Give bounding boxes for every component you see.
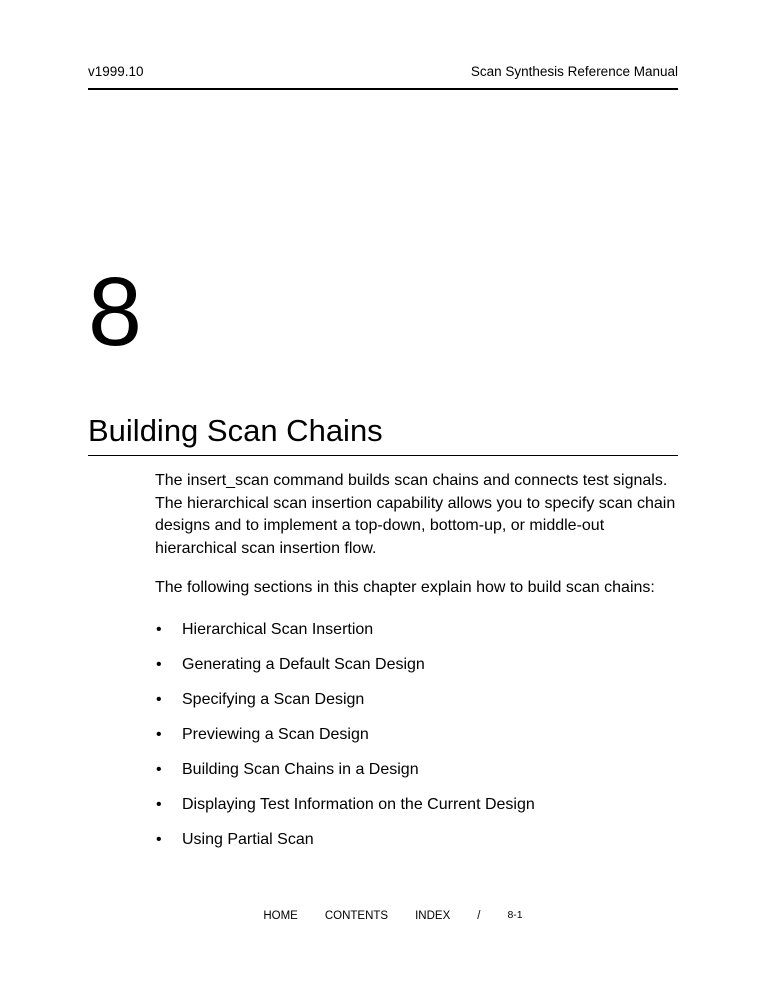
list-item bbox=[155, 829, 690, 852]
bullet-icon: • bbox=[156, 655, 162, 673]
list-item-label: Building Scan Chains in a Design bbox=[182, 760, 419, 778]
sections-lead-paragraph: The following sections in this chapter explain how to build scan chains: bbox=[155, 579, 655, 596]
list-item-label: Generating a Default Scan Design bbox=[182, 655, 425, 673]
section-list bbox=[155, 619, 690, 852]
index-link[interactable]: INDEX bbox=[415, 910, 451, 922]
bullet-icon: • bbox=[156, 620, 162, 638]
home-link[interactable]: HOME bbox=[263, 910, 298, 922]
list-item bbox=[155, 619, 690, 642]
bullet-icon: • bbox=[156, 690, 162, 708]
footer-separator: / bbox=[477, 910, 481, 922]
bullet-icon: • bbox=[156, 830, 162, 848]
list-item bbox=[155, 794, 690, 817]
version-label: v1999.10 bbox=[88, 64, 144, 79]
list-item-label: Using Partial Scan bbox=[182, 830, 314, 848]
page-header bbox=[88, 63, 678, 90]
bullet-icon: • bbox=[156, 760, 162, 778]
list-item-label: Displaying Test Information on the Current Design bbox=[182, 795, 535, 813]
contents-link[interactable]: CONTENTS bbox=[324, 910, 389, 922]
bullet-icon: • bbox=[156, 725, 162, 743]
list-item bbox=[155, 724, 690, 747]
page-number: 8-1 bbox=[507, 909, 523, 921]
manual-title: Scan Synthesis Reference Manual bbox=[470, 64, 678, 79]
footer-navigation bbox=[88, 909, 698, 923]
chapter-number: 8 bbox=[88, 257, 142, 366]
list-item-label: Hierarchical Scan Insertion bbox=[182, 620, 374, 638]
bullet-icon: • bbox=[156, 795, 162, 813]
intro-paragraph: The insert_scan command builds scan chains and connects test signals. The hierarchical scan insertion capability allows you to specify scan chain designs and to implement a top-down, bottom-up, or middle-out hierarchical scan insertion flow. bbox=[155, 472, 676, 557]
list-item bbox=[155, 689, 690, 712]
body-text-column bbox=[155, 470, 690, 864]
list-item bbox=[155, 759, 690, 782]
list-item-label: Previewing a Scan Design bbox=[182, 725, 369, 743]
list-item bbox=[155, 654, 690, 677]
chapter-title: Building Scan Chains bbox=[88, 412, 678, 456]
list-item-label: Specifying a Scan Design bbox=[182, 690, 365, 708]
